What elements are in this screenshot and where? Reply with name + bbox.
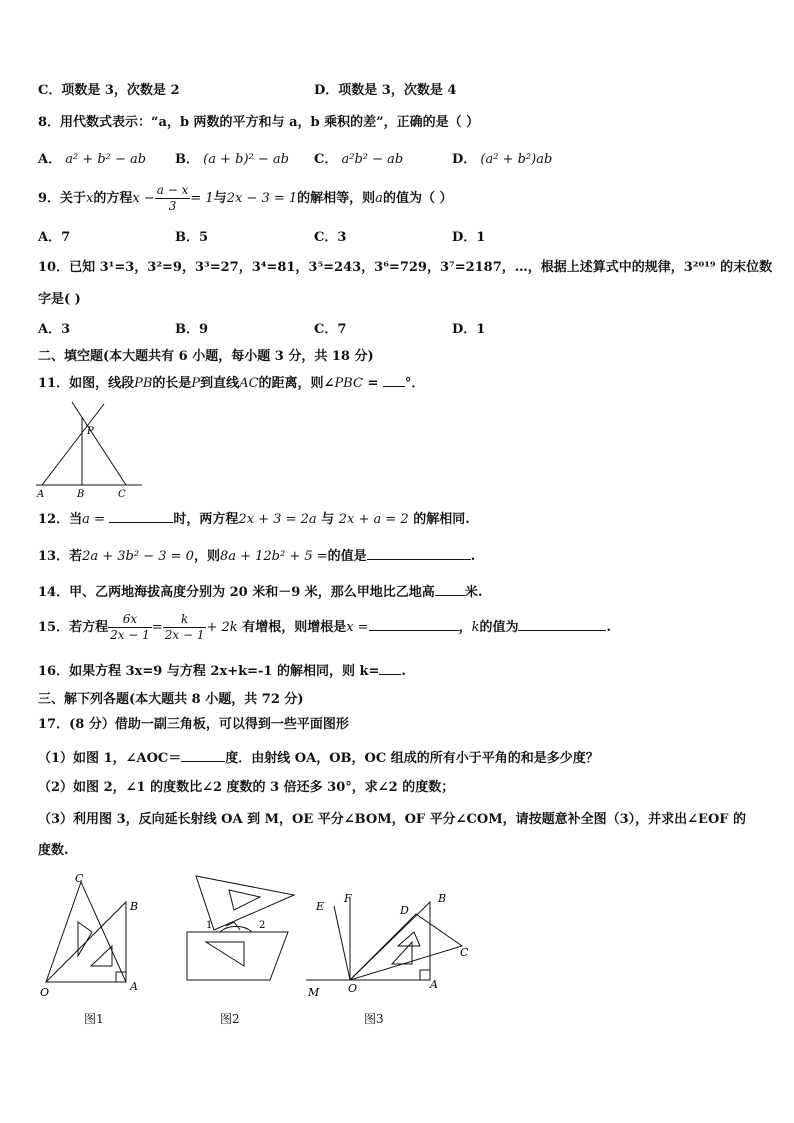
fig3-label-m: M [308,986,320,999]
fig2-label-1: 1 [206,920,213,931]
fig3-caption: 图3 [364,1012,384,1026]
q17-figure-3 [304,884,476,1000]
q10-option-d: D．1 [452,322,486,337]
q8-stem: 8．用代数式表示：“a，b 两数的平方和与 a，b 乘积的差”，正确的是（ ） [38,115,480,130]
fig3-label-a: A [430,978,438,991]
q8-option-c: C． a²b² − ab [314,152,404,167]
q11-label-b: B [77,489,85,500]
q12-stem: 12．当a = 时，两方程2x + 3 = 2a 与 2x + a = 2 的解相同. [38,509,470,529]
q17-figure-2 [184,870,299,1000]
section-2-heading: 二、填空题(本大题共有 6 小题，每小题 3 分，共 18 分) [38,349,374,364]
q12-answer-blank [109,509,173,523]
fig1-label-b: B [130,900,139,913]
fig3-label-f: F [344,892,352,905]
fig3-label-b: B [438,892,447,905]
q11-label-c: C [118,489,126,500]
q15-answer-blank-root [369,617,459,631]
q15-fraction-left: $\frac{6x}{2x - 1}$ [110,612,150,642]
q7-option-d: D．项数是 3，次数是 4 [314,83,457,98]
fig1-caption: 图1 [84,1012,104,1026]
q16-answer-blank [379,661,401,675]
q11-answer-blank [383,373,405,387]
q13-answer-blank [367,546,471,560]
fig3-label-c: C [460,946,469,959]
q8-option-a: A． a² + b² − ab [38,152,147,167]
fig3-label-o: O [348,982,358,995]
q11-label-p: P [87,426,94,437]
q17-figure-1 [36,870,146,1000]
section-3-heading: 三、解下列各题(本大题共 8 小题，共 72 分) [38,692,304,707]
fig1-label-a: A [130,980,138,993]
fig2-caption: 图2 [220,1012,240,1026]
q9-option-b: B．5 [175,230,209,245]
q10-option-a: A．3 [38,322,71,337]
q17-part3-line2: 度数. [38,843,69,858]
q16-stem: 16．如果方程 3x=9 与方程 2x+k=-1 的解相同，则 k= . [38,661,406,681]
q9-option-d: D．1 [452,230,486,245]
fig1-label-o: O [40,986,50,999]
q9-fraction: $\frac{a - x}{3}$ [156,183,189,213]
q15-answer-blank-k [518,617,606,631]
q8-option-d: D． (a² + b²)ab [452,152,553,167]
q11-label-a: A [37,489,45,500]
q14-stem: 14．甲、乙两地海拔高度分别为 20 米和－9 米，那么甲地比乙地高 米. [38,582,482,602]
q17-stem: 17．(8 分）借助一副三角板，可以得到一些平面图形 [38,717,349,732]
q13-stem: 13．若2a + 3b² − 3 = 0，则8a + 12b² + 5 =的值是 . [38,546,475,566]
q10-option-c: C．7 [314,322,347,337]
q8-option-b: B． (a + b)² − ab [175,152,289,167]
q9-stem: 9．关于x的方程x − $\frac{a - x}{3}$ = 1与2x − 3 = 1的解相等，则a的值为（ ） [38,183,453,213]
q9-option-a: A．7 [38,230,71,245]
q17-part3-line1: （3）利用图 3，反向延长射线 OA 到 M，OE 平分∠BOM，OF 平分∠COM，请按题意补全图（3），并求出∠EOF 的 [38,812,747,827]
fig1-label-c: C [75,872,84,885]
fig2-label-2: 2 [259,920,266,931]
q11-stem: 11．如图，线段PB的长是P到直线AC的距离，则∠PBC = °． [38,373,424,393]
q15-fraction-right: $\frac{k}{2x - 1}$ [164,612,205,642]
q11-figure [34,398,146,502]
q14-answer-blank [435,582,465,596]
q10-stem-line2: 字是( ) [38,292,81,307]
q17-part2: （2）如图 2，∠1 的度数比∠2 度数的 3 倍还多 30°，求∠2 的度数； [38,780,455,795]
q15-stem: 15．若方程 $\frac{6x}{2x - 1}$ = $\frac{k}{2x - 1}$ + 2k 有增根，则增根是x = ，k的值为 . [38,612,612,642]
q17-answer-blank [181,748,225,762]
q7-option-c: C．项数是 3，次数是 2 [38,83,180,98]
fig3-label-e: E [316,900,325,913]
fig3-label-d: D [400,904,409,917]
q10-stem-line1: 10．已知 3¹=3，3²=9，3³=27，3⁴=81，3⁵=243，3⁶=729，3⁷=2187，…，根据上述算式中的规律，3²⁰¹⁹ 的末位数 [38,260,773,275]
q9-option-c: C．3 [314,230,347,245]
q17-part1: （1）如图 1，∠AOC＝ 度．由射线 OA，OB，OC 组成的所有小于平角的和是多少度？ [38,748,599,768]
q10-option-b: B．9 [175,322,209,337]
